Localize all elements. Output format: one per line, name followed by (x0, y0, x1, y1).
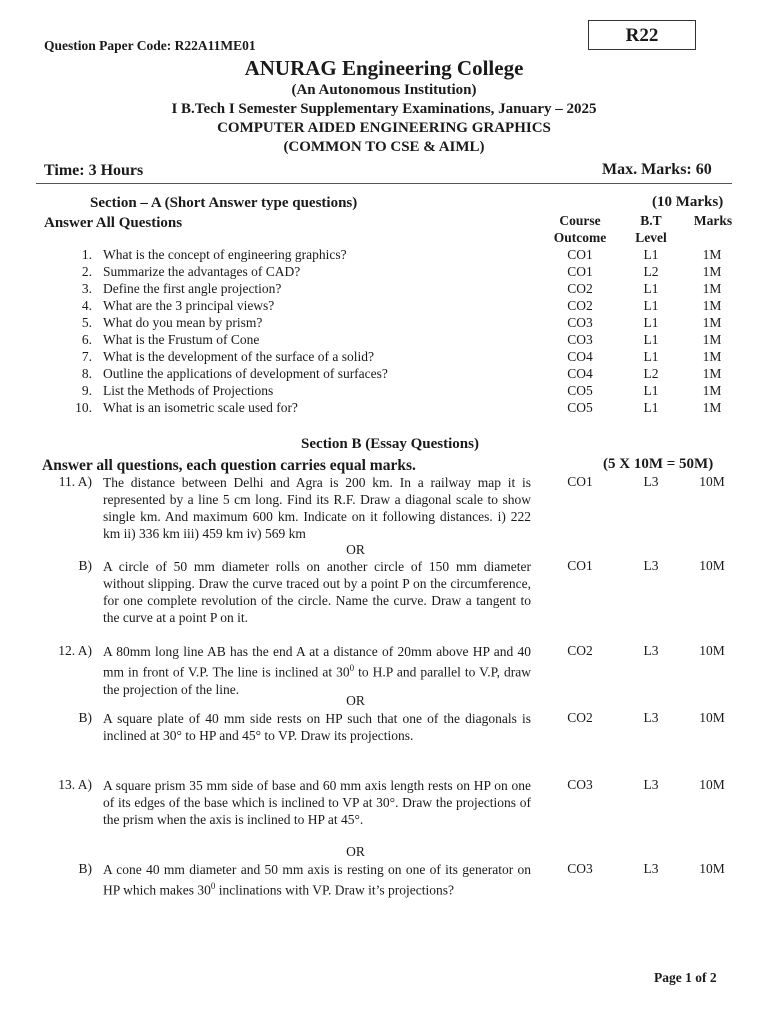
bt-level: L1 (643, 281, 659, 296)
question-marks: 1M (702, 298, 722, 313)
question-text (103, 861, 531, 899)
bt-level: L3 (643, 710, 659, 725)
degree-superscript: 0 (349, 663, 355, 673)
question-text: Define the first angle projection? (103, 281, 282, 296)
question-text: The distance between Delhi and Agra is 200 km. In a railway map it is represented by a line 5 cm long. Find its R.F. Draw a diagonal scale to show single km. And maximum 600 km. Indicate on it following distances. i) 222 km ii) 336 km iii) 459 km iv) 569 km (103, 475, 531, 541)
course-outcome: CO2 (567, 710, 593, 725)
time-label: Time: 3 Hours (44, 162, 144, 179)
common-line: (COMMON TO CSE & AIML) (283, 139, 485, 155)
bt-level: L1 (643, 349, 659, 364)
question-marks: 10M (699, 474, 725, 489)
section-a-marks: (10 Marks) (652, 194, 724, 210)
course-outcome: CO4 (567, 349, 593, 364)
bt-level: L3 (643, 474, 659, 489)
section-a-instruction: Answer All Questions (44, 215, 183, 231)
question-marks: 10M (699, 643, 725, 658)
or-divider: OR (346, 693, 365, 708)
question-label: B) (78, 861, 92, 876)
header-divider (36, 183, 732, 184)
question-label: 13. A) (58, 777, 92, 792)
question-text: What is the Frustum of Cone (103, 332, 260, 347)
col-bt: B.T (640, 213, 662, 228)
college-name: ANURAG Engineering College (244, 56, 524, 80)
question-text: A square plate of 40 mm side rests on HP such that one of the diagonals is inclined at 30° to HP and 45° to VP. Draw its projections. (103, 711, 531, 743)
question-text: Summarize the advantages of CAD? (103, 264, 301, 279)
question-number: 8. (81, 366, 92, 381)
question-text: List the Methods of Projections (103, 383, 274, 398)
question-marks: 1M (702, 332, 722, 347)
bt-level: L2 (643, 366, 659, 381)
question-text: What do you mean by prism? (103, 315, 263, 330)
page-number: Page 1 of 2 (654, 970, 717, 985)
question-marks: 1M (702, 349, 722, 364)
question-marks: 1M (702, 264, 722, 279)
question-marks: 10M (699, 558, 725, 573)
course-outcome: CO1 (567, 474, 593, 489)
question-number: 7. (81, 349, 92, 364)
bt-level: L1 (643, 298, 659, 313)
course-outcome: CO2 (567, 281, 593, 296)
paper-code: Question Paper Code: R22A11ME01 (44, 38, 256, 53)
question-label: B) (78, 558, 92, 573)
question-marks: 1M (702, 366, 722, 381)
course-outcome: CO5 (567, 383, 593, 398)
question-number: 4. (81, 298, 92, 313)
section-b-marks: (5 X 10M = 50M) (603, 456, 714, 472)
course-outcome: CO1 (567, 558, 593, 573)
course-outcome: CO4 (567, 366, 593, 381)
question-marks: 1M (702, 247, 722, 262)
course-outcome: CO5 (567, 400, 593, 415)
bt-level: L3 (643, 777, 659, 792)
or-divider: OR (346, 844, 365, 859)
bt-level: L1 (643, 247, 659, 262)
question-marks: 1M (702, 315, 722, 330)
question-marks: 10M (699, 777, 725, 792)
bt-level: L1 (643, 332, 659, 347)
question-label: 12. A) (58, 643, 92, 658)
bt-level: L3 (643, 861, 659, 876)
autonomous-line: (An Autonomous Institution) (291, 82, 477, 98)
question-marks: 1M (702, 383, 722, 398)
question-text-part: inclinations with VP. Draw it’s projections? (215, 882, 454, 898)
question-label: 11. A) (58, 474, 92, 489)
question-text: What are the 3 principal views? (103, 298, 275, 313)
regulation-box: R22 (588, 20, 696, 50)
question-text: What is an isometric scale used for? (103, 400, 298, 415)
or-divider: OR (346, 542, 365, 557)
exam-title: I B.Tech I Semester Supplementary Examinations, January – 2025 (171, 101, 597, 117)
subject-title: COMPUTER AIDED ENGINEERING GRAPHICS (217, 120, 551, 136)
col-marks: Marks (693, 213, 733, 228)
question-number: 1. (81, 247, 92, 262)
question-number: 6. (81, 332, 92, 347)
bt-level: L1 (643, 400, 659, 415)
question-number: 10. (75, 400, 92, 415)
bt-level: L1 (643, 383, 659, 398)
col-level: Level (635, 230, 667, 245)
section-a-title: Section – A (Short Answer type questions) (90, 195, 358, 211)
question-number: 2. (81, 264, 92, 279)
course-outcome: CO3 (567, 861, 593, 876)
question-number: 3. (81, 281, 92, 296)
question-marks: 1M (702, 400, 722, 415)
bt-level: L1 (643, 315, 659, 330)
bt-level: L3 (643, 558, 659, 573)
course-outcome: CO1 (567, 264, 593, 279)
degree-superscript: 0 (210, 881, 216, 891)
question-text-part: to H.P and parallel to V.P, draw the projection of the line. (103, 664, 531, 697)
course-outcome: CO3 (567, 315, 593, 330)
section-b-instruction: Answer all questions, each question carries equal marks. (42, 457, 416, 474)
question-number: 9. (81, 383, 92, 398)
course-outcome: CO2 (567, 298, 593, 313)
bt-level: L3 (643, 643, 659, 658)
question-text: What is the concept of engineering graphics? (103, 247, 347, 262)
question-text-part: A cone 40 mm diameter and 50 mm axis is resting on one of its generator on HP which makes 30 (103, 862, 531, 898)
course-outcome: CO1 (567, 247, 593, 262)
question-marks: 10M (699, 861, 725, 876)
question-text: A circle of 50 mm diameter rolls on another circle of 150 mm diameter without slipping. Draw the curve traced out by a point P on the circumference, for one complete revolution of the circle. Name the curve. Draw a tangent to the curve at a point P on it. (103, 559, 531, 625)
course-outcome: CO2 (567, 643, 593, 658)
question-text: A square prism 35 mm side of base and 60 mm axis length rests on HP on one of its edges of the base which is inclined to VP at 30°. Draw the projections of the prism when the axis is inclined to HP at 45°. (103, 778, 531, 827)
course-outcome: CO3 (567, 332, 593, 347)
question-text (103, 643, 531, 698)
question-marks: 1M (702, 281, 722, 296)
question-text: Outline the applications of development of surfaces? (103, 366, 388, 381)
course-outcome: CO3 (567, 777, 593, 792)
question-text: What is the development of the surface of a solid? (103, 349, 375, 364)
question-label: B) (78, 710, 92, 725)
max-marks-label: Max. Marks: 60 (602, 161, 712, 178)
col-course: Course (559, 213, 601, 228)
question-text-part: A 80mm long line AB has the end A at a distance of 20mm above HP and 40 mm in front of V.P. The line is inclined at 30 (103, 644, 531, 680)
section-b-title: Section B (Essay Questions) (301, 436, 479, 452)
bt-level: L2 (643, 264, 659, 279)
question-number: 5. (81, 315, 92, 330)
col-outcome: Outcome (553, 230, 607, 245)
question-marks: 10M (699, 710, 725, 725)
